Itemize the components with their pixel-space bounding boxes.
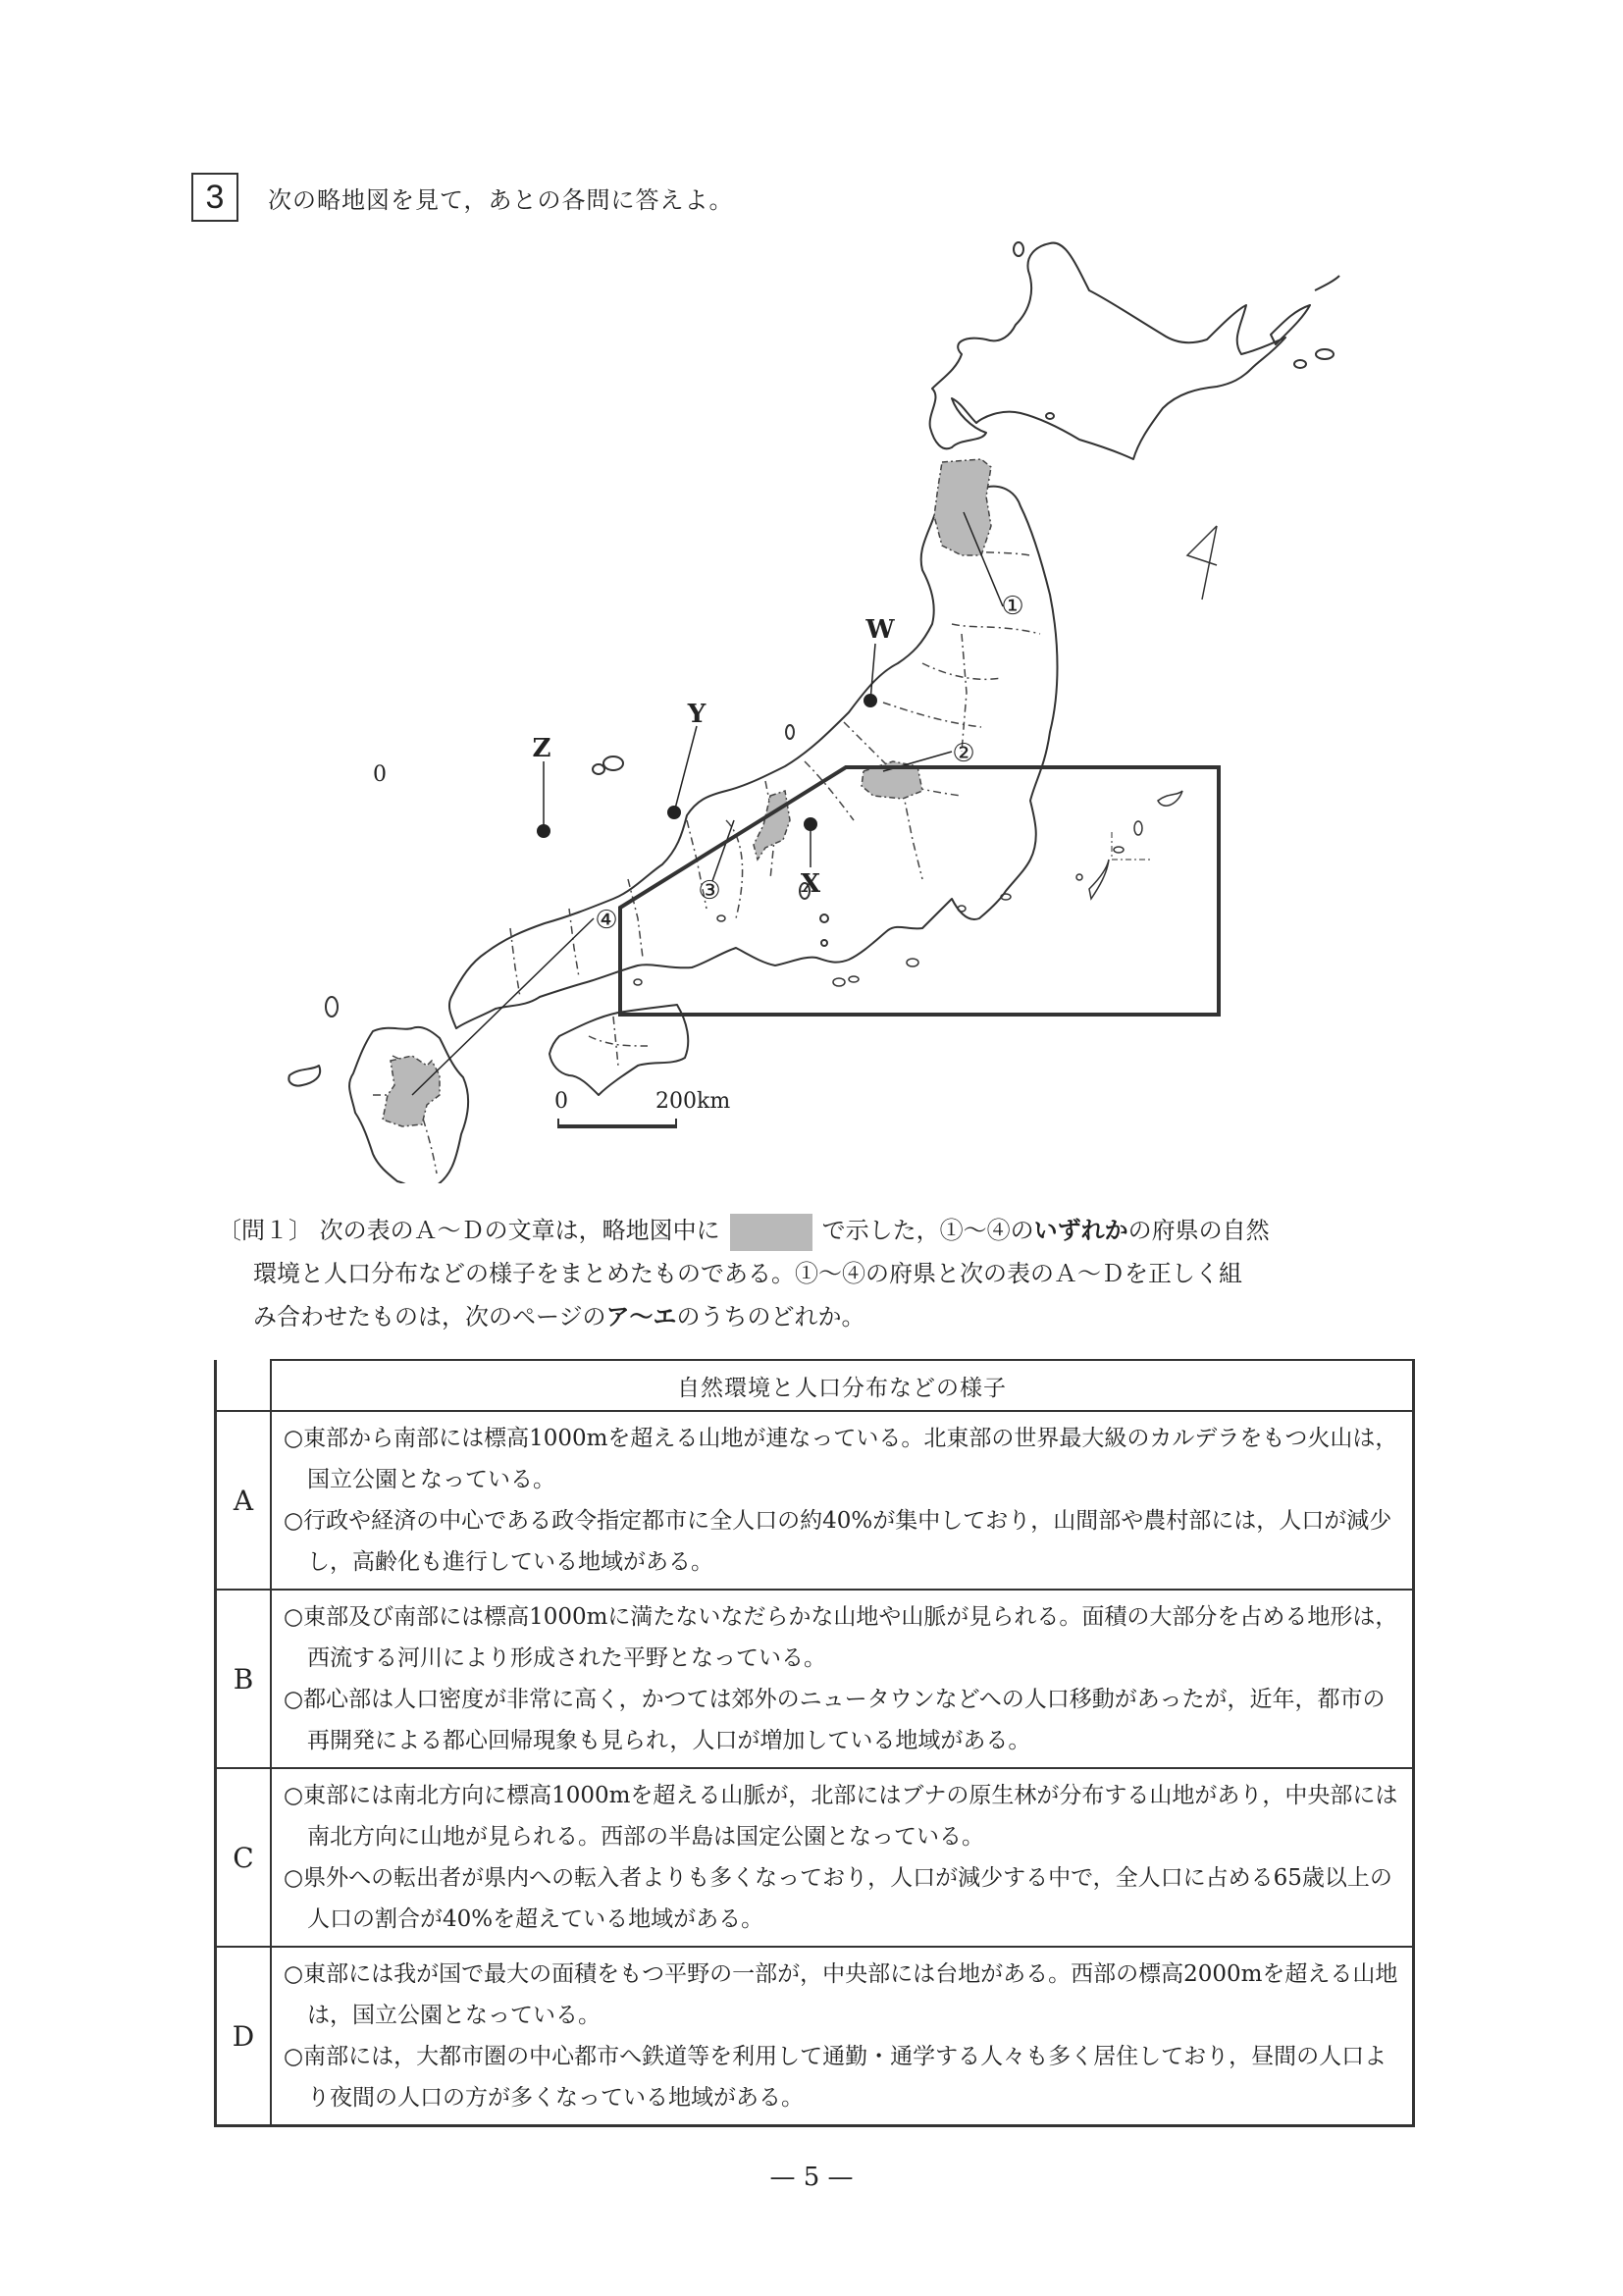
shaded-region-3 (754, 791, 790, 860)
handwritten-mark (1187, 526, 1217, 600)
prefecture-info-table (214, 1359, 1415, 2127)
table-row: C ○東部には南北方向に標高1000mを超える山脈が，北部にはブナの原生林が分布する山地があり，中央部には南北方向に山地が見られる。西部の半島は国定公園となっている。 ○県外への転出者が県内への転入者よりも多くなっており，人口が減少する中で，全人口に占める65歳以上の人口の割合が40%を超えている地域がある。 (216, 1768, 1414, 1947)
table-header: 自然環境と人口分布などの様子 (271, 1360, 1414, 1411)
scale-start: 0 (373, 762, 387, 787)
page-number: — 5 — (769, 2163, 854, 2192)
row-label: A (216, 1411, 272, 1590)
region-4-label: ④ (595, 906, 618, 935)
shaded-region-4 (383, 1056, 440, 1126)
scale-line (557, 1124, 677, 1128)
row-label: B (216, 1590, 272, 1768)
scale-bar (373, 762, 387, 787)
scale-max: 200km (655, 1089, 731, 1114)
table-row: A ○東部から南部には標高1000mを超える山地が連なっている。北東部の世界最大級のカルデラをもつ火山は，国立公園となっている。 ○行政や経済の中心である政令指定都市に全人口の約40%が集中しており，山間部や農村部には，人口が減少し，高齢化も進行している地域がある。 (216, 1411, 1414, 1590)
question-1-label: 〔問１〕 (218, 1217, 312, 1244)
question-1: 〔問１〕 次の表のＡ～Ｄの文章は，略地図中に で示した，①～④のいずれかの府県の自然 環境と人口分布などの様子をまとめたものである。①～④の府県と次の表のＡ～Ｄを正しく組 み合わせたものは，次のページのア～エのうちのどれか。 (218, 1209, 1425, 1338)
region-1-label: ① (1001, 592, 1024, 621)
point-z-label: Z (532, 734, 551, 763)
point-w-label: W (865, 615, 895, 645)
table-row: D ○東部には我が国で最大の面積をもつ平野の一部が，中央部には台地がある。西部の標高2000mを超える山地は，国立公園となっている。 ○南部には，大都市圏の中心都市へ鉄道等を利用して通勤・通学する人々も多く居住しており，昼間の人口より夜間の人口の方が多くなっている地域がある。 (216, 1947, 1414, 2126)
shikoku-outline (550, 1005, 688, 1095)
row-label: C (216, 1768, 272, 1947)
question-header (191, 173, 734, 222)
point-y-label: Y (687, 700, 707, 729)
region-2-label: ② (952, 739, 975, 768)
hokkaido-outline (930, 243, 1285, 459)
point-x-label: X (800, 869, 821, 899)
shaded-region-1 (934, 459, 991, 555)
table-row: B ○東部及び南部には標高1000mに満たないなだらかな山地や山脈が見られる。面積の大部分を占める地形は，西流する河川により形成された平野となっている。 ○都心部は人口密度が非常に高く，かつては郊外のニュータウンなどへの人口移動があったが，近年，都市の再開発による都心回帰現象も見られ，人口が増加している地域がある。 (216, 1590, 1414, 1768)
row-label: D (216, 1947, 272, 2126)
japan-map-svg (275, 232, 1423, 1183)
japan-map (275, 232, 1423, 1183)
region-3-label: ③ (698, 876, 721, 906)
question-instruction: 次の略地図を見て，あとの各問に答えよ。 (268, 185, 734, 214)
scale-zero: 0 (554, 1089, 568, 1114)
question-number-box: 3 (191, 173, 238, 222)
shaded-swatch (730, 1214, 812, 1251)
